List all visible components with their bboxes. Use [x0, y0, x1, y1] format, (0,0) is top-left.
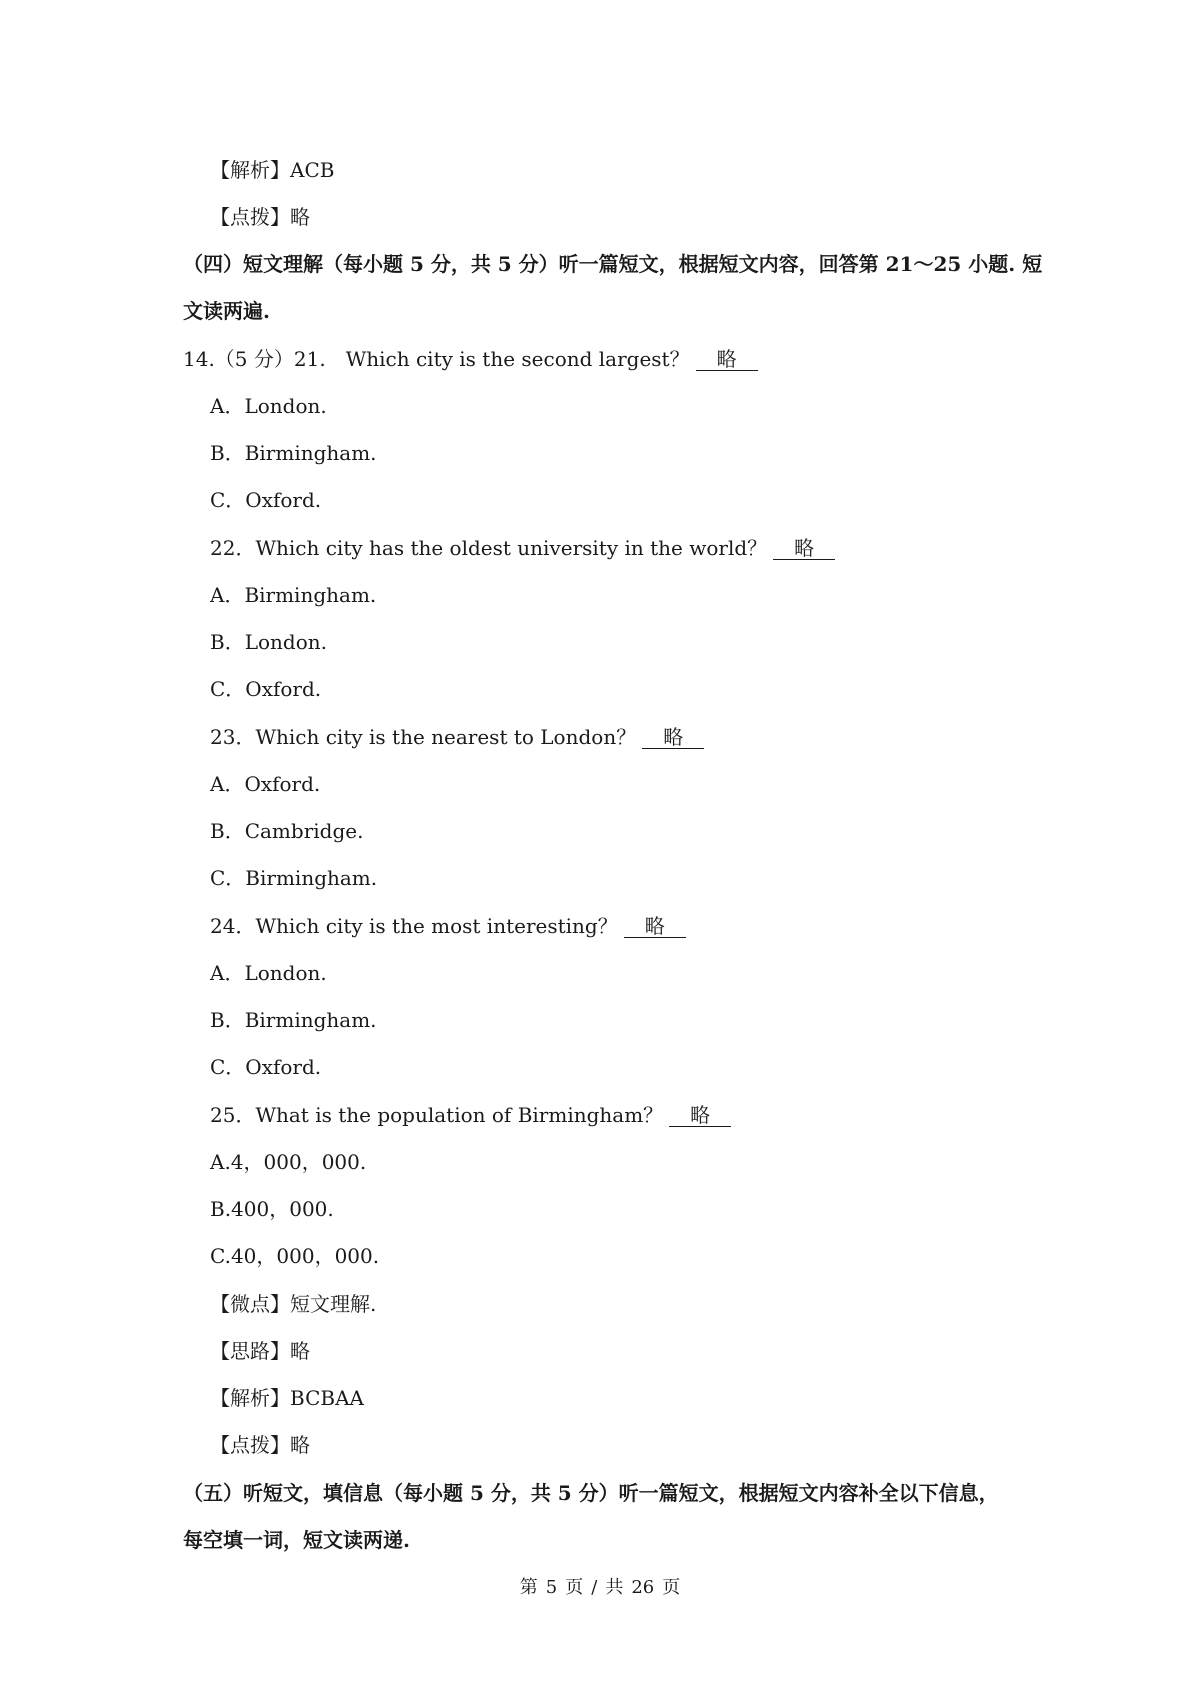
- answer-blank: 略: [696, 348, 758, 371]
- option-b: B．London.: [210, 630, 327, 654]
- analysis-label: 【解析】ACB: [210, 158, 335, 182]
- section-four-heading: （四）短文理解（每小题 5 分，共 5 分）听一篇短文，根据短文内容，回答第 21～25 小题. 短: [183, 252, 1043, 276]
- question-24: [210, 913, 686, 939]
- answer-blank: 略: [773, 537, 835, 560]
- page-footer: [0, 1576, 1200, 1600]
- option-a: A．London.: [210, 394, 327, 418]
- footer-total-pages: 26: [631, 1577, 655, 1598]
- micro-point-label: 【微点】短文理解.: [210, 1292, 377, 1316]
- footer-page-word: 页: [565, 1577, 584, 1598]
- option-a: A．Oxford.: [210, 772, 321, 796]
- section-four-heading-cont: 文读两遍.: [183, 299, 270, 323]
- option-a: A．London.: [210, 961, 327, 985]
- footer-total-word: 页: [662, 1577, 681, 1598]
- question-25: [210, 1102, 731, 1128]
- answer-blank: 略: [669, 1104, 731, 1127]
- option-b: B.400，000.: [210, 1197, 334, 1221]
- section-five-heading: （五）听短文，填信息（每小题 5 分，共 5 分）听一篇短文，根据短文内容补全以下信息，: [183, 1481, 999, 1505]
- option-c: C．Oxford.: [210, 488, 322, 512]
- option-b: B．Birmingham.: [210, 1008, 377, 1032]
- footer-prefix: 第: [519, 1577, 538, 1598]
- hint-label: 【点拨】略: [210, 205, 310, 229]
- hint-label: 【点拨】略: [210, 1433, 310, 1457]
- answer-blank: 略: [642, 726, 704, 749]
- option-c: C．Oxford.: [210, 677, 322, 701]
- question-23: [210, 724, 704, 750]
- option-c: C.40，000，000.: [210, 1244, 380, 1268]
- option-c: C．Birmingham.: [210, 866, 378, 890]
- answer-blank: 略: [624, 915, 686, 938]
- section-five-heading-cont: 每空填一词，短文读两递.: [183, 1528, 410, 1552]
- option-b: B．Birmingham.: [210, 441, 377, 465]
- question-text: 22．Which city has the oldest university in the world？: [210, 536, 768, 560]
- option-c: C．Oxford.: [210, 1055, 322, 1079]
- question-text: 25．What is the population of Birmingham？: [210, 1103, 664, 1127]
- question-text: 14.（5 分）21. Which city is the second largest？: [183, 347, 690, 371]
- question-text: 23．Which city is the nearest to London？: [210, 725, 637, 749]
- option-a: A.4，000，000.: [210, 1150, 367, 1174]
- question-text: 24．Which city is the most interesting？: [210, 914, 618, 938]
- analysis-label: 【解析】BCBAA: [210, 1386, 364, 1410]
- footer-page-number: 5: [545, 1577, 558, 1598]
- option-a: A．Birmingham.: [210, 583, 377, 607]
- option-b: B．Cambridge.: [210, 819, 364, 843]
- footer-separator: /: [591, 1577, 598, 1598]
- footer-total-prefix: 共: [605, 1577, 624, 1598]
- question-14: [183, 346, 758, 372]
- question-22: [210, 535, 835, 561]
- approach-label: 【思路】略: [210, 1339, 310, 1363]
